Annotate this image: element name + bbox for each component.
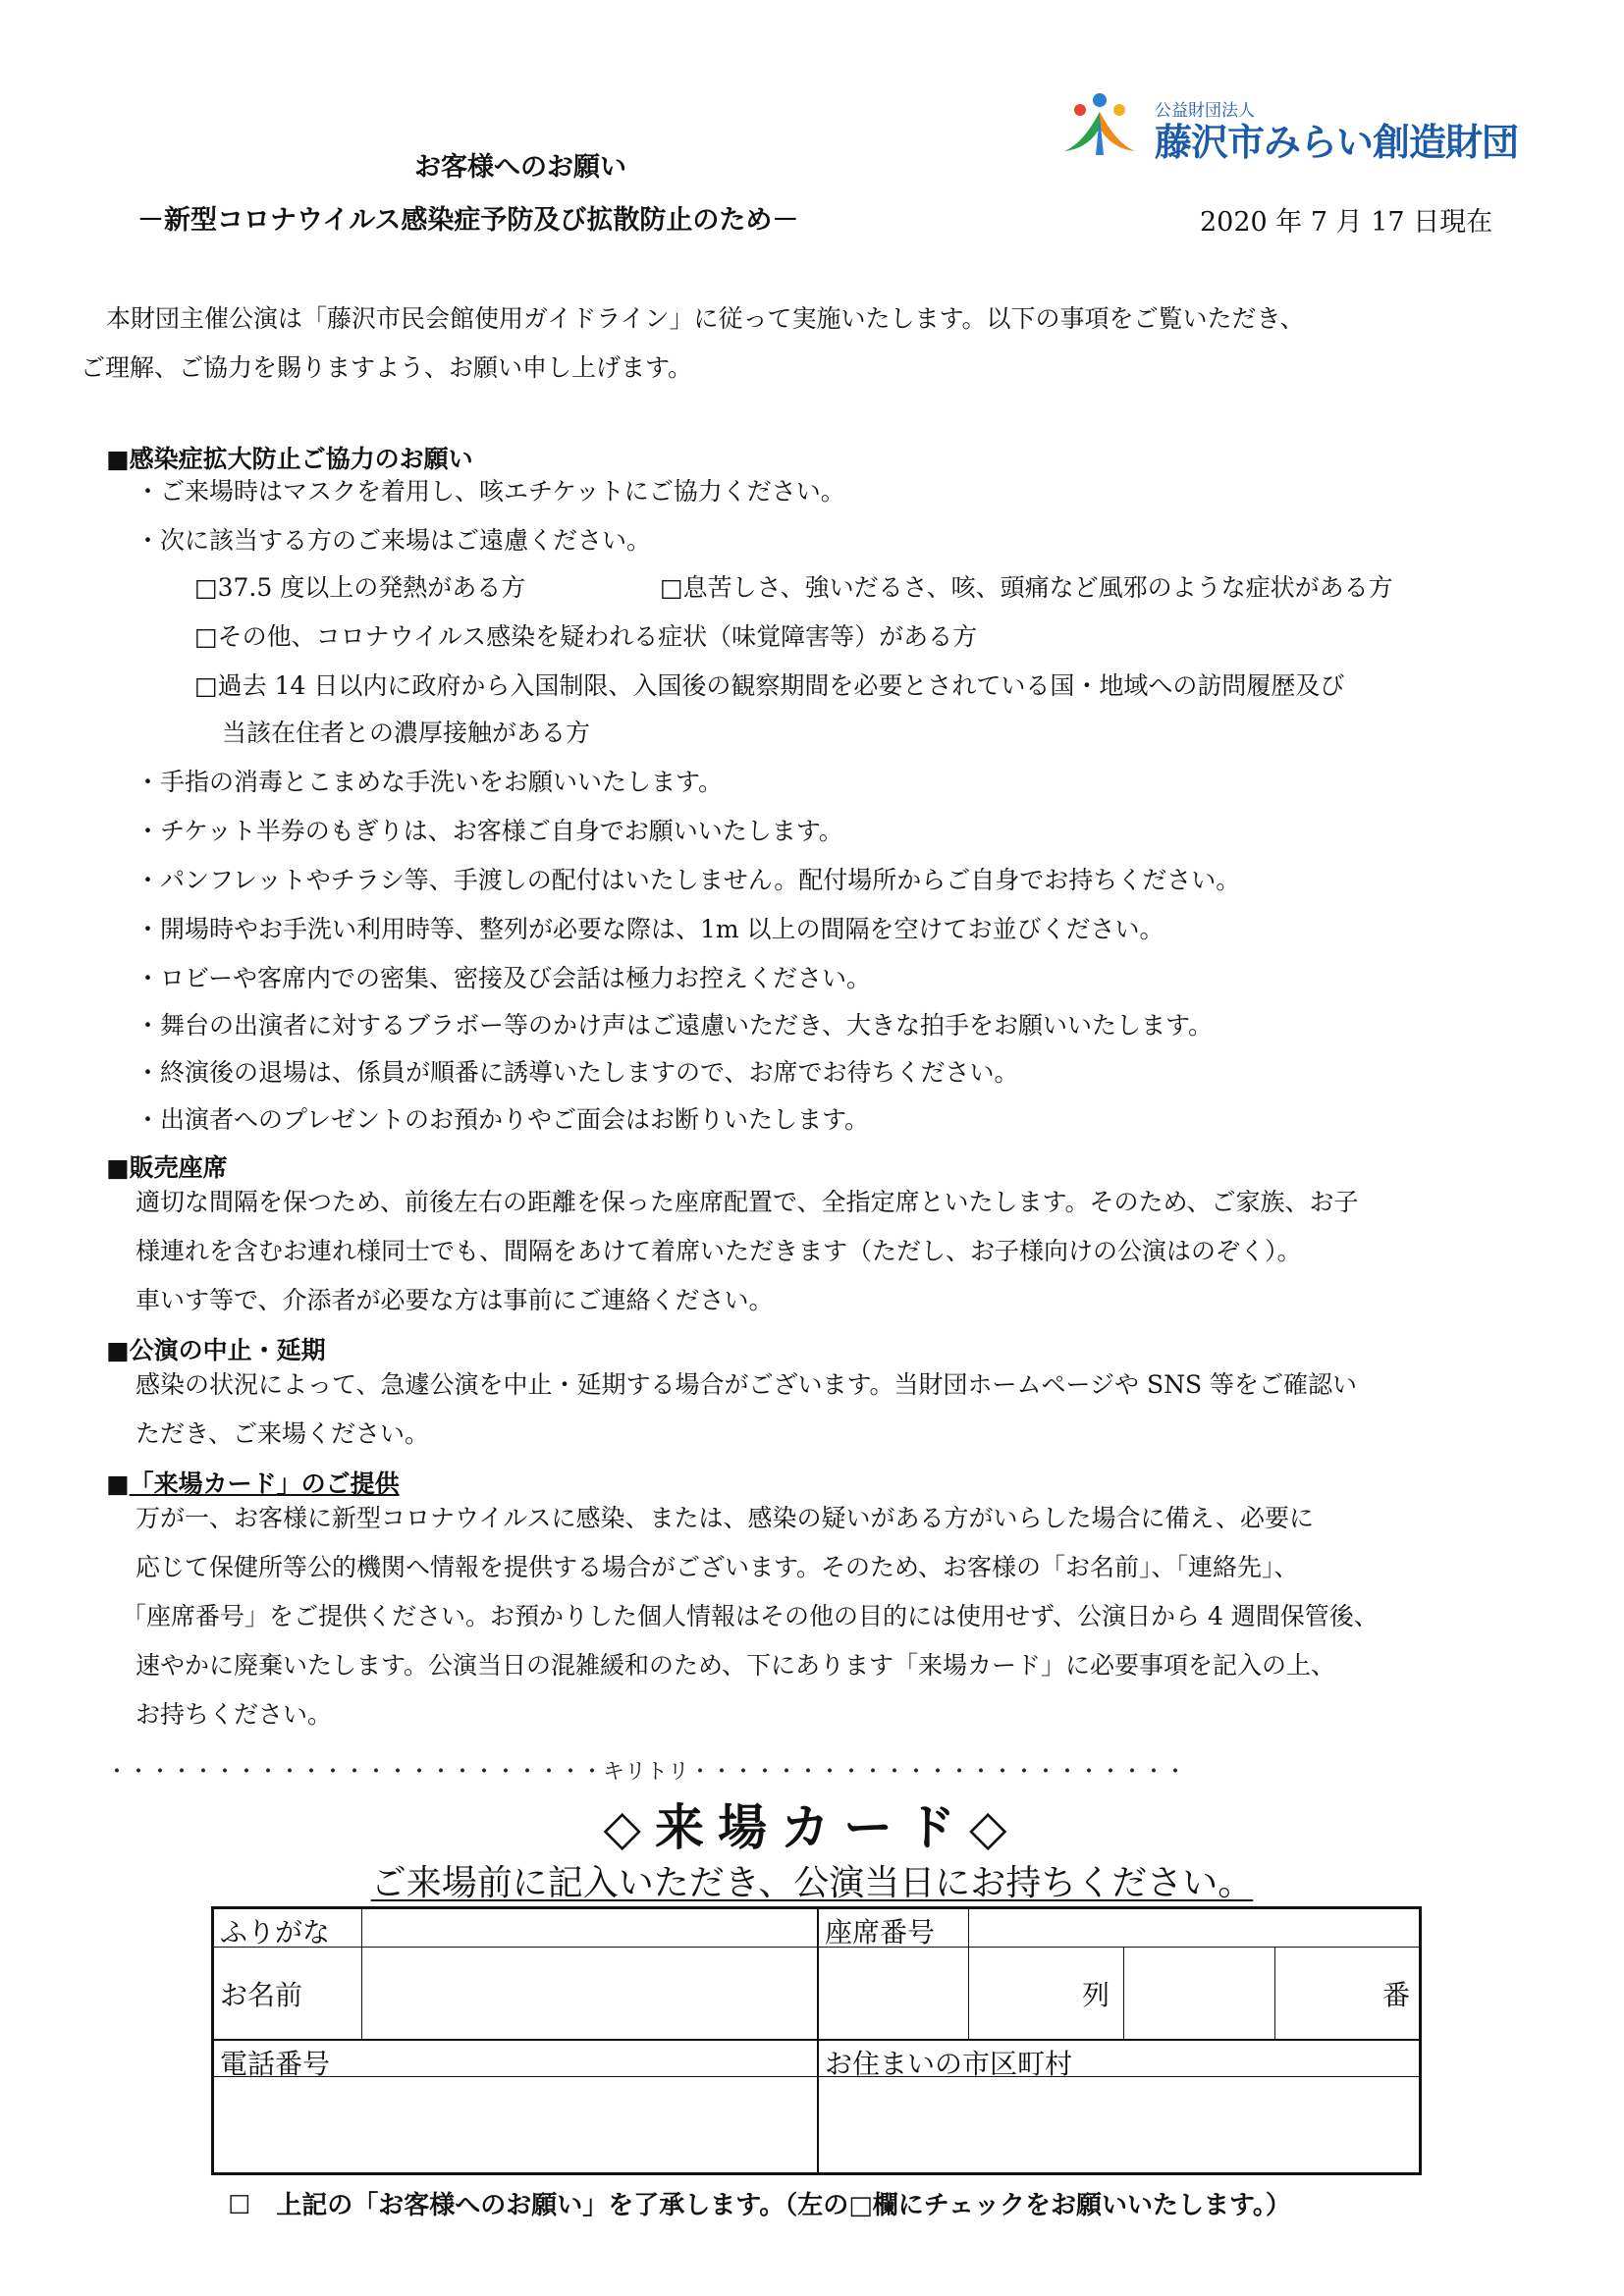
paragraph-line: 車いす等で、介添者が必要な方は事前にご連絡ください。 xyxy=(135,1286,774,1314)
list-item: ・終演後の退場は、係員が順番に誘導いたしますので、お席でお待ちください。 xyxy=(135,1058,1019,1087)
paragraph-line: 応じて保健所等公的機関へ情報を提供する場合がございます。そのため、お客様の「お名前」、「連絡先」、 xyxy=(135,1553,1299,1581)
paragraph-line: お持ちください。 xyxy=(135,1700,333,1729)
list-item: ・次に該当する方のご来場はご遠慮ください。 xyxy=(135,526,652,555)
logo-subtitle: 公益財団法人 xyxy=(1155,101,1255,121)
intro-line-1: 本財団主催公演は「藤沢市民会館使用ガイドライン」に従って実施いたします。以下の事項をご覧いただき、 xyxy=(106,304,1305,333)
checklist-item: □過去 14 日以内に政府から入国制限、入国後の観察期間を必要とされている国・地域への訪問履歴及び xyxy=(194,671,1345,700)
list-item: ・ロビーや客席内での密集、密接及び会話は極力お控えください。 xyxy=(135,964,872,992)
logo-name: 藤沢市みらい創造財団 xyxy=(1155,121,1519,164)
furigana-field[interactable] xyxy=(363,1909,815,1947)
checklist-item: □37.5 度以上の発熱がある方 xyxy=(194,573,526,602)
card-subtitle xyxy=(0,1855,1624,1905)
furigana-label: ふりがな xyxy=(220,1916,331,1949)
agree-checkbox-label[interactable]: ☐ 上記の「お客様へのお願い」を了承します。（左の□欄にチェックをお願いいたします。） xyxy=(228,2191,1291,2220)
seat-label: 座席番号 xyxy=(825,1916,936,1949)
seat-row-field[interactable] xyxy=(821,1949,966,2037)
paragraph-line: 感染の状況によって、急遽公演を中止・延期する場合がございます。当財団ホームページや SNS 等をご確認い xyxy=(135,1370,1358,1399)
cut-line: ・・・・・・・・・・・・・・・・・・・・・・・キリトリ・・・・・・・・・・・・・・・・・・・・・・・ xyxy=(106,1760,1187,1785)
card-title: ◇来場カード◇ xyxy=(603,1799,1021,1856)
number-label: 番 xyxy=(1382,1979,1411,2011)
heading-bullet: ■ xyxy=(106,1469,130,1498)
page-title: お客様へのお願い xyxy=(414,152,626,183)
visitor-card-form xyxy=(211,1906,1422,2175)
card-subtitle-text: ご来場前に記入いただき、公演当日にお持ちください。 xyxy=(370,1863,1254,1903)
list-item: ・手指の消毒とこまめな手洗いをお願いいたします。 xyxy=(135,768,724,796)
list-item: ・舞台の出演者に対するブラボー等のかけ声はご遠慮いただき、大きな拍手をお願いいたします。 xyxy=(135,1011,1214,1040)
page-subtitle: －新型コロナウイルス感染症予防及び拡散防止のため－ xyxy=(137,205,799,236)
foundation-logo xyxy=(1060,90,1532,169)
seat-number-field[interactable] xyxy=(1125,1949,1272,2037)
paragraph-line: 万が一、お客様に新型コロナウイルスに感染、または、感染の疑いがある方がいらした場合に備え、必要に xyxy=(135,1504,1315,1532)
section-heading-cancel: ■公演の中止・延期 xyxy=(106,1336,326,1364)
phone-field[interactable] xyxy=(214,2078,815,2172)
section-heading-seats: ■販売座席 xyxy=(106,1153,228,1182)
checklist-item-cont: 当該在住者との濃厚接触がある方 xyxy=(222,719,591,747)
paragraph-line: 「座席番号」をご提供ください。お預かりした個人情報はその他の目的には使用せず、公演日から 4 週間保管後、 xyxy=(122,1602,1379,1630)
checklist-item: □息苦しさ、強いだるさ、咳、頭痛など風邪のような症状がある方 xyxy=(660,573,1393,602)
intro-line-2: ご理解、ご協力を賜りますよう、お願い申し上げます。 xyxy=(81,353,693,382)
paragraph-line: ただき、ご来場ください。 xyxy=(135,1419,430,1448)
section-heading-infection: ■感染症拡大防止ご協力のお願い xyxy=(106,445,473,473)
list-item: ・パンフレットやチラシ等、手渡しの配付はいたしません。配付場所からご自身でお持ちください。 xyxy=(135,866,1241,894)
phone-label: 電話番号 xyxy=(220,2048,331,2080)
list-item: ・ご来場時はマスクを着用し、咳エチケットにご協力ください。 xyxy=(135,477,845,506)
list-item: ・チケット半券のもぎりは、お客様ご自身でお願いいたします。 xyxy=(135,817,843,845)
checklist-item: □その他、コロナウイルス感染を疑われる症状（味覚障害等）がある方 xyxy=(194,622,978,651)
paragraph-line: 速やかに廃棄いたします。公演当日の混雑緩和のため、下にあります「来場カード」に必要事項を記入の上、 xyxy=(135,1651,1336,1680)
city-label: お住まいの市区町村 xyxy=(825,2048,1073,2080)
paragraph-line: 様連れを含むお連れ様同士でも、間隔をあけて着席いただきます（ただし、お子様向けの公演はのぞく）。 xyxy=(135,1237,1302,1265)
paragraph-line: 適切な間隔を保つため、前後左右の距離を保った座席配置で、全指定席といたします。そのため、ご家族、お子 xyxy=(135,1188,1359,1216)
logo-mark-icon xyxy=(1060,90,1139,159)
list-item: ・開場時やお手洗い利用時等、整列が必要な際は、1m 以上の間隔を空けてお並びください。 xyxy=(135,915,1164,943)
city-field[interactable] xyxy=(821,2078,1418,2172)
row-label: 列 xyxy=(1082,1979,1110,2011)
date-label: 2020 年 7 月 17 日現在 xyxy=(1200,207,1493,238)
name-label: お名前 xyxy=(220,1979,303,2011)
heading-text: 「来場カード」のご提供 xyxy=(129,1469,400,1498)
list-item: ・出演者へのプレゼントのお預かりやご面会はお断りいたします。 xyxy=(135,1105,870,1134)
name-field[interactable] xyxy=(363,1949,815,2037)
